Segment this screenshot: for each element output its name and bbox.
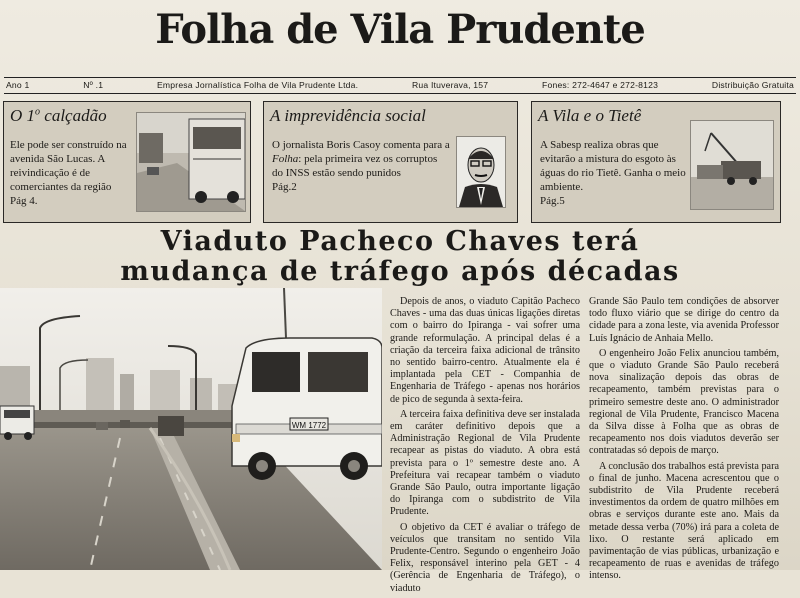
teaser-calcadao-title: O 1$^o$ calçadão	[10, 106, 107, 125]
edition-label: Ano 1	[6, 80, 30, 90]
teaser-calcadao-page: Pág 4.	[10, 195, 38, 207]
masthead-rule-bottom	[4, 93, 796, 94]
masthead-rule-top	[4, 77, 796, 78]
teaser-imprevidencia-page: Pág.2	[272, 181, 297, 193]
article-column-1	[390, 296, 580, 598]
publisher-phones: Fones: 272-4647 e 272-8123	[542, 80, 659, 90]
article-paragraph: Grande São Paulo tem condições de absorver todo fluxo viário que se dirige do centro da cidade para a zona leste, via avenida Professor Luís Ignácio de Anhaia Mello.	[589, 296, 779, 344]
sabesp-works-photo	[690, 120, 774, 210]
teaser-vila-tiete-title: A Vila e o Tietê	[538, 106, 642, 125]
teaser-calcadao[interactable]	[3, 101, 251, 223]
newspaper-masthead: Folha de Vila Prudente	[155, 6, 645, 53]
teaser-calcadao-photo	[136, 112, 246, 212]
main-headline-line2: mudança de tráfego após décadas	[120, 256, 680, 287]
distribution-note: Distribuição Gratuita	[711, 80, 794, 90]
publisher-address: Rua Ituverava, 157	[412, 80, 489, 90]
teaser-calcadao-body: Ele pode ser construído na avenida São Lucas. A reivindicação é de comerciantes da região Pág 4.	[10, 139, 127, 207]
article-paragraph: A terceira faixa definitiva deve ser instalada em caráter definitivo depois que a Administração Regional de Vila Prudente recapear as pistas do viaduto. A obra está prevista para o 1º semestre deste ano. A Prefeitura vai recapear também o viaduto Grande São Paulo, outra importante ligação do Ipiranga com o subdistrito de Vila Prudente.	[390, 408, 580, 518]
article-paragraph: A conclusão dos trabalhos está prevista para o final de junho. Macena acrescentou que o subdistrito de Vila Prudente receberá investimentos da ordem de quatro milhões em obras e serviços durante este ano. Mais da metade dessa verba (70%) irá para a coleta de lixo. O restante será aplicado em pavimentação de vias públicas, urbanização e recapeamento de ruas e avenidas de tráfego intenso.	[589, 460, 779, 582]
article-column-2	[589, 296, 779, 586]
teaser-imprevidencia[interactable]	[263, 101, 518, 223]
boris-casoy-portrait	[456, 136, 506, 208]
van-license-plate: WM 1772	[291, 421, 327, 430]
teaser-imprevidencia-body: O jornalista Boris Casoy comenta para a Folha: pela primeira vez os corruptos do INSS estão sendo punidos Pág.2	[272, 139, 450, 193]
main-headline-line1: Viaduto Pacheco Chaves terá	[160, 226, 640, 257]
article-paragraph: O engenheiro João Felix anunciou também, que o viaduto Grande São Paulo receberá nova sinalização depois das obras de recapeamento, também previstas para o primeiro semestre deste ano. O administrador regional de Vila Prudente, Francisco Macena da Silva disse à Folha que as obras de recapeamento nos dois viadutos deverão ser contratadas só depois de março.	[589, 347, 779, 457]
issue-number: Nº .1	[83, 80, 104, 90]
publisher-name: Empresa Jornalística Folha de Vila Prudente Ltda.	[157, 80, 359, 90]
teaser-vila-tiete-page: Pág.5	[540, 195, 565, 207]
teaser-imprevidencia-title: A imprevidência social	[270, 106, 426, 125]
masthead-info-line	[6, 80, 794, 92]
viaduct-traffic-photo	[0, 288, 382, 570]
article-paragraph: Depois de anos, o viaduto Capitão Pacheco Chaves - uma das duas únicas ligações diretas com o bairro do Ipiranga - vai sofrer uma grande reformulação. A principal delas é a criação da terceira faixa adicional de trânsito no sentido bairro-centro. Atualmente ela é implantada pela CET - Companhia de Engenharia de Tráfego - apenas nos horários de pico de segunda à sexta-feira.	[390, 296, 580, 405]
article-paragraph: O objetivo da CET é avaliar o tráfego de veículos que transitam no sentido Vila Prudente-Centro. Segundo o engenheiro João Felix, responsável interino pela GET - 4 (Gerência de Engenharia de Tráfego), o viaduto	[390, 521, 580, 594]
teaser-vila-tiete-body: A Sabesp realiza obras que evitarão a mistura do esgoto às águas do rio Tietê. Ganha o meio ambiente. Pág.5	[540, 139, 686, 207]
teaser-vila-tiete[interactable]	[531, 101, 781, 223]
